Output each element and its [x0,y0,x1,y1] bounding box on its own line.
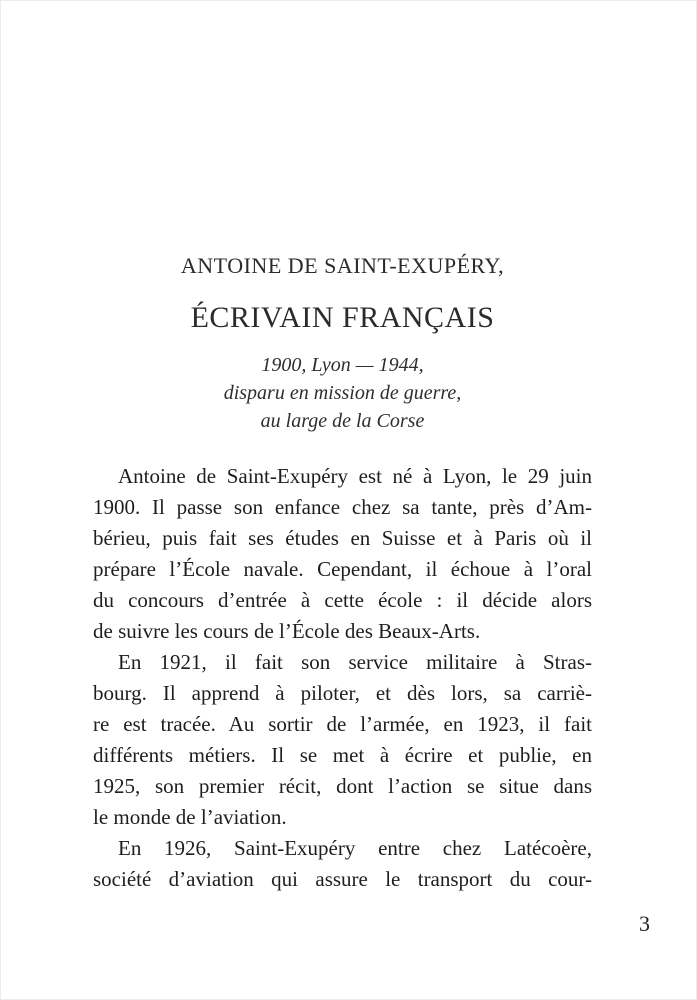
text-line: prépare l’École navale. Cependant, il échoue à l’oral [93,557,592,581]
paragraph-1 [93,461,592,647]
body-text [93,461,592,895]
text-line: de suivre les cours de l’École des Beaux-Arts. [93,619,481,643]
epigraph [93,351,592,435]
text-line: En 1926, Saint-Exupéry entre chez Latécoère, [118,836,592,860]
text-line: différents métiers. Il se met à écrire et publie, en [93,743,592,767]
paragraph-2 [93,647,592,833]
text-line: le monde de l’aviation. [93,805,287,829]
text-line: 1900. Il passe son enfance chez sa tante, près d’Am- [93,495,592,519]
text-line: Antoine de Saint-Exupéry est né à Lyon, le 29 juin [118,464,592,488]
text-line: bourg. Il apprend à piloter, et dès lors, sa carriè- [93,681,592,705]
page-title-author: ANTOINE DE SAINT-EXUPÉRY, [180,253,505,278]
epigraph-line-dates: 1900, Lyon — 1944, [261,354,424,376]
page-number: 3 [639,911,650,936]
text-line: bérieu, puis fait ses études en Suisse et à Paris où il [93,526,592,550]
epigraph-line-location: au large de la Corse [260,410,425,432]
paragraph-3 [93,833,592,895]
text-line: re est tracée. Au sortir de l’armée, en 1923, il fait [93,712,592,736]
text-line: société d’aviation qui assure le transport du cour- [93,867,592,891]
epigraph-line-mission: disparu en mission de guerre, [223,382,462,404]
text-line: 1925, son premier récit, dont l’action se situe dans [93,774,592,798]
text-line: du concours d’entrée à cette école : il décide alors [93,588,592,612]
page-title-role: ÉCRIVAIN FRANÇAIS [190,301,495,334]
text-line: En 1921, il fait son service militaire à Stras- [118,650,592,674]
